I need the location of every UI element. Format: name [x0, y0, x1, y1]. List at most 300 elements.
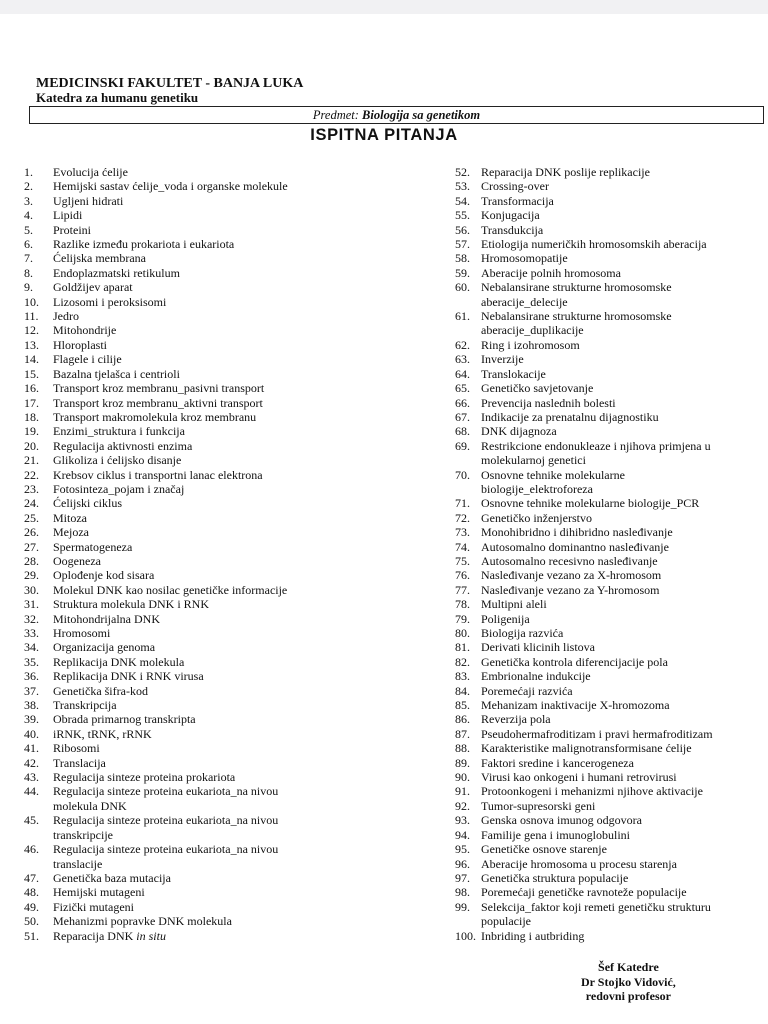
question-number: 94. — [455, 827, 470, 842]
question-text: Genska osnova imunog odgovora — [481, 813, 642, 828]
question-text: Derivati klicinih listova — [481, 640, 595, 655]
question-number: 27. — [24, 539, 39, 554]
question-text: Hemijski sastav ćelije_voda i organske molekule — [53, 179, 288, 194]
question-text: Hloroplasti — [53, 337, 107, 352]
question-text: Tumor-supresorski geni — [481, 798, 596, 813]
question-text: Mehanizam inaktivacije X-hromozoma — [481, 698, 670, 713]
question-number: 10. — [24, 294, 39, 309]
question-text: Poremećaji razvića — [481, 683, 573, 698]
question-number: 37. — [24, 683, 39, 698]
question-item — [24, 871, 434, 885]
question-text: Reparacija DNK poslije replikacije — [481, 165, 650, 179]
question-text: Nasleđivanje vezano za X-hromosom — [481, 568, 662, 583]
question-text: Inbriding i autbriding — [481, 928, 585, 943]
question-item — [24, 352, 434, 366]
question-number: 74. — [455, 539, 470, 554]
question-number: 65. — [455, 381, 470, 396]
question-text: Ribosomi — [53, 741, 100, 756]
question-number: 48. — [24, 885, 39, 900]
question-item — [455, 828, 768, 842]
question-item — [455, 770, 768, 784]
question-text: Genetička kontrola diferencijacije pola — [481, 654, 668, 669]
question-text: Aberacije polnih hromosoma — [481, 265, 621, 280]
question-item — [455, 554, 768, 568]
questions-list-left — [24, 165, 434, 943]
question-item — [24, 770, 434, 784]
question-text: Hromosomi — [53, 626, 111, 640]
question-item — [455, 712, 768, 726]
question-text: Obrada primarnog transkripta — [53, 712, 196, 727]
question-number: 38. — [24, 698, 39, 713]
question-number: 33. — [24, 626, 39, 640]
question-number: 39. — [24, 712, 39, 727]
question-number: 36. — [24, 669, 39, 684]
question-number: 49. — [24, 899, 39, 914]
question-text: Autosomalno dominantno nasleđivanje — [481, 539, 669, 554]
question-item — [455, 165, 768, 179]
question-number: 13. — [24, 337, 39, 352]
question-item — [455, 784, 768, 798]
question-number: 76. — [455, 568, 470, 583]
question-item — [24, 669, 434, 683]
institution-name: MEDICINSKI FAKULTET - BANJA LUKA — [36, 76, 304, 91]
question-number: 11. — [24, 309, 39, 324]
question-item — [455, 338, 768, 352]
question-item — [24, 266, 434, 280]
question-item — [455, 655, 768, 669]
question-item — [24, 338, 434, 352]
question-number: 34. — [24, 640, 39, 655]
question-item — [455, 511, 768, 525]
question-number: 58. — [455, 251, 470, 266]
question-text: Translacija — [53, 755, 106, 770]
question-text: Bazalna tjelašca i centrioli — [53, 366, 180, 381]
question-text: Embrionalne indukcije — [481, 669, 591, 684]
question-text: Poligenija — [481, 611, 530, 626]
question-text: Organizacija genoma — [53, 640, 156, 655]
question-text-italic: in situ — [133, 928, 166, 943]
question-item — [24, 424, 434, 438]
question-item — [455, 309, 768, 338]
question-number: 55. — [455, 208, 470, 223]
question-number: 59. — [455, 265, 470, 280]
question-number: 8. — [24, 265, 33, 280]
subject-box — [29, 106, 764, 124]
question-number: 57. — [455, 237, 470, 252]
question-item — [24, 396, 434, 410]
question-text: Etiologija numeričkih hromosomskih aberacija — [481, 237, 707, 252]
question-number: 75. — [455, 553, 470, 568]
question-item — [24, 784, 434, 813]
question-item — [455, 410, 768, 424]
question-item — [455, 885, 768, 899]
question-text: Regulacija aktivnosti enzima — [53, 438, 193, 453]
question-number: 50. — [24, 914, 39, 929]
question-text: Nasleđivanje vezano za Y-hromosom — [481, 582, 660, 597]
question-text: Nebalansirane strukturne hromosomske aberacije_delecije — [481, 280, 672, 309]
question-text: Biologija razvića — [481, 626, 564, 640]
question-number: 84. — [455, 683, 470, 698]
question-text: Protoonkogeni i mehanizmi njihove aktivacije — [481, 784, 703, 799]
question-text: DNK dijagnoza — [481, 424, 557, 439]
question-text: Enzimi_struktura i funkcija — [53, 424, 185, 439]
signature-block — [581, 960, 676, 1004]
question-text: Reparacija DNK — [53, 928, 134, 943]
question-number: 32. — [24, 611, 39, 626]
question-item — [24, 165, 434, 179]
question-number: 5. — [24, 222, 33, 237]
question-text: Autosomalno recesivno nasleđivanje — [481, 553, 658, 568]
question-number: 28. — [24, 553, 39, 568]
question-item — [455, 568, 768, 582]
question-item — [455, 367, 768, 381]
question-number: 98. — [455, 885, 470, 900]
page-title: ISPITNA PITANJA — [310, 126, 458, 144]
question-number: 2. — [24, 179, 33, 194]
question-item — [455, 237, 768, 251]
question-text: Evolucija ćelije — [53, 165, 128, 179]
question-number: 45. — [24, 813, 39, 828]
question-text: Regulacija sinteze proteina prokariota — [53, 770, 236, 785]
question-number: 20. — [24, 438, 39, 453]
question-text: Karakteristike malignotransformisane ćelije — [481, 741, 692, 756]
question-item — [455, 900, 768, 929]
question-number: 70. — [455, 467, 470, 482]
question-text: Selekcija_faktor koji remeti genetičku strukturu populacije — [481, 899, 711, 929]
question-text: Replikacija DNK i RNK virusa — [53, 669, 204, 684]
question-number: 79. — [455, 611, 470, 626]
question-text: Monohibridno i dihibridno nasleđivanje — [481, 525, 673, 540]
question-item — [455, 612, 768, 626]
question-item — [24, 179, 434, 193]
question-number: 73. — [455, 525, 470, 540]
subject-label: Predmet: — [312, 108, 359, 122]
signature-position: redovni profesor — [585, 989, 671, 1003]
question-text: Aberacije hromosoma u procesu starenja — [481, 856, 677, 871]
question-item — [24, 496, 434, 510]
question-text: Proteini — [53, 222, 91, 237]
question-number: 69. — [455, 438, 470, 453]
question-item — [455, 871, 768, 885]
question-text: Restrikcione endonukleaze i njihova primjena u molekularnoj genetici — [481, 438, 711, 468]
question-item — [24, 295, 434, 309]
question-number: 9. — [24, 280, 33, 295]
question-text: Familije gena i imunoglobulini — [481, 827, 630, 842]
question-number: 90. — [455, 770, 470, 785]
question-item — [455, 381, 768, 395]
question-item — [455, 857, 768, 871]
question-text: Glikoliza i ćelijsko disanje — [53, 453, 182, 468]
question-number: 86. — [455, 712, 470, 727]
question-text: Transformacija — [481, 193, 554, 208]
question-text: Reverzija pola — [481, 712, 551, 727]
question-text: Transdukcija — [481, 222, 544, 237]
question-item — [455, 727, 768, 741]
question-number: 78. — [455, 597, 470, 612]
question-number: 77. — [455, 582, 470, 597]
question-item — [24, 655, 434, 669]
question-text: Jedro — [53, 309, 79, 324]
question-number: 42. — [24, 755, 39, 770]
question-text: Crossing-over — [481, 179, 549, 194]
question-number: 29. — [24, 568, 39, 583]
question-number: 14. — [24, 352, 39, 367]
question-item — [24, 323, 434, 337]
question-item — [455, 597, 768, 611]
question-item — [24, 568, 434, 582]
question-number: 71. — [455, 496, 470, 511]
question-item — [24, 367, 434, 381]
question-number: 96. — [455, 856, 470, 871]
question-text: Genetičko savjetovanje — [481, 381, 594, 396]
question-number: 43. — [24, 770, 39, 785]
question-number: 97. — [455, 870, 470, 885]
question-number: 93. — [455, 813, 470, 828]
question-text: Regulacija sinteze proteina eukariota_na nivou transkripcije — [53, 813, 279, 842]
question-number: 1. — [24, 165, 33, 179]
question-number: 99. — [455, 899, 470, 914]
question-item — [455, 640, 768, 654]
question-text: iRNK, tRNK, rRNK — [53, 726, 152, 741]
question-item — [24, 439, 434, 453]
question-text: Molekul DNK kao nosilac genetičke informacije — [53, 582, 288, 597]
question-item — [24, 223, 434, 237]
question-number: 52. — [455, 165, 470, 179]
question-item — [24, 684, 434, 698]
question-number: 91. — [455, 784, 470, 799]
question-number: 47. — [24, 870, 39, 885]
question-number: 81. — [455, 640, 470, 655]
question-text: Genetička šifra-kod — [53, 683, 148, 698]
question-number: 19. — [24, 424, 39, 439]
question-item — [24, 900, 434, 914]
question-item — [24, 554, 434, 568]
question-item — [455, 929, 768, 943]
question-item — [24, 914, 434, 928]
question-text: Ćelijski ciklus — [53, 496, 122, 511]
question-number: 64. — [455, 366, 470, 381]
question-text: Inverzije — [481, 352, 524, 367]
question-text: Mejoza — [53, 525, 89, 540]
question-text: Hromosomopatije — [481, 251, 568, 266]
question-text: Replikacija DNK molekula — [53, 654, 185, 669]
question-number: 80. — [455, 626, 470, 640]
question-item — [455, 468, 768, 497]
question-number: 3. — [24, 193, 33, 208]
question-item — [455, 266, 768, 280]
question-number: 92. — [455, 798, 470, 813]
question-item — [24, 626, 434, 640]
question-item — [24, 712, 434, 726]
question-item — [24, 453, 434, 467]
question-text: Genetička struktura populacije — [481, 870, 629, 885]
question-item — [455, 251, 768, 265]
question-text: Mitoza — [53, 510, 87, 525]
question-number: 46. — [24, 842, 39, 857]
question-text: Ugljeni hidrati — [53, 193, 124, 208]
question-item — [455, 669, 768, 683]
question-item — [455, 352, 768, 366]
question-text: Struktura molekula DNK i RNK — [53, 597, 209, 612]
question-text: Transport kroz membranu_aktivni transport — [53, 395, 263, 410]
question-number: 30. — [24, 582, 39, 597]
question-item — [24, 468, 434, 482]
question-number: 40. — [24, 726, 39, 741]
question-item — [455, 813, 768, 827]
question-number: 62. — [455, 337, 470, 352]
question-item — [24, 482, 434, 496]
question-number: 82. — [455, 654, 470, 669]
question-item — [24, 511, 434, 525]
question-number: 15. — [24, 366, 39, 381]
question-item — [24, 640, 434, 654]
question-text: Pseudohermafroditizam i pravi hermafroditizam — [481, 726, 713, 741]
question-item — [24, 410, 434, 424]
question-number: 12. — [24, 323, 39, 338]
question-item — [24, 842, 434, 871]
question-item — [455, 842, 768, 856]
question-item — [24, 251, 434, 265]
viewer-top-bar — [0, 0, 768, 14]
question-item — [24, 597, 434, 611]
question-item — [455, 208, 768, 222]
question-item — [455, 179, 768, 193]
question-text: Prevencija naslednih bolesti — [481, 395, 616, 410]
question-text: Genetička baza mutacija — [53, 870, 171, 885]
question-number: 61. — [455, 309, 470, 324]
question-item — [455, 583, 768, 597]
question-number: 44. — [24, 784, 39, 799]
question-item — [24, 727, 434, 741]
question-item — [24, 612, 434, 626]
question-number: 41. — [24, 741, 39, 756]
question-item — [455, 626, 768, 640]
question-item — [455, 439, 768, 468]
question-item — [24, 525, 434, 539]
question-item — [455, 756, 768, 770]
document-header — [36, 76, 303, 105]
question-number: 6. — [24, 237, 33, 252]
question-number: 7. — [24, 251, 33, 266]
question-number: 83. — [455, 669, 470, 684]
question-item — [24, 813, 434, 842]
question-number: 54. — [455, 193, 470, 208]
question-text: Ćelijska membrana — [53, 251, 146, 266]
question-text: Transkripcija — [53, 698, 117, 713]
question-text: Lizosomi i peroksisomi — [53, 294, 167, 309]
question-text: Goldžijev aparat — [53, 280, 133, 295]
question-number: 25. — [24, 510, 39, 525]
question-text: Spermatogeneza — [53, 539, 133, 554]
department-name: Katedra za humanu genetiku — [36, 90, 199, 105]
question-text: Translokacije — [481, 366, 546, 381]
question-item — [455, 396, 768, 410]
question-item — [455, 424, 768, 438]
question-item — [24, 381, 434, 395]
question-text: Transport kroz membranu_pasivni transport — [53, 381, 265, 396]
question-item — [455, 496, 768, 510]
question-item — [24, 280, 434, 294]
question-number: 31. — [24, 597, 39, 612]
question-number: 68. — [455, 424, 470, 439]
question-number: 21. — [24, 453, 39, 468]
question-text: Regulacija sinteze proteina eukariota_na nivou molekula DNK — [53, 784, 279, 813]
question-item — [455, 684, 768, 698]
question-number: 66. — [455, 395, 470, 410]
question-number: 16. — [24, 381, 39, 396]
signature-title: Šef Katedre — [598, 960, 659, 974]
question-number: 67. — [455, 409, 470, 424]
question-item — [24, 929, 434, 943]
question-text: Hemijski mutageni — [53, 885, 145, 900]
question-text: Virusi kao onkogeni i humani retrovirusi — [481, 770, 677, 785]
questions-list-right — [455, 165, 768, 943]
question-number: 60. — [455, 280, 470, 295]
question-item — [455, 698, 768, 712]
question-number: 23. — [24, 481, 39, 496]
question-text: Transport makromolekula kroz membranu — [53, 409, 257, 424]
question-number: 85. — [455, 698, 470, 713]
question-number: 17. — [24, 395, 39, 410]
question-item — [24, 540, 434, 554]
question-number: 100. — [455, 928, 476, 943]
question-text: Endoplazmatski retikulum — [53, 265, 180, 280]
question-number: 51. — [24, 928, 39, 943]
question-item — [455, 525, 768, 539]
question-number: 26. — [24, 525, 39, 540]
question-text: Krebsov ciklus i transportni lanac elektrona — [53, 467, 263, 482]
question-number: 53. — [455, 179, 470, 194]
question-text: Faktori sredine i kancerogeneza — [481, 755, 634, 770]
question-text: Oogeneza — [53, 553, 101, 568]
question-text: Indikacije za prenatalnu dijagnostiku — [481, 409, 659, 424]
question-item — [455, 741, 768, 755]
question-text: Regulacija sinteze proteina eukariota_na nivou translacije — [53, 842, 279, 871]
question-item — [455, 799, 768, 813]
question-number: 88. — [455, 741, 470, 756]
question-number: 72. — [455, 510, 470, 525]
question-number: 22. — [24, 467, 39, 482]
question-text: Poremećaji genetičke ravnoteže populacije — [481, 885, 687, 900]
question-item — [24, 885, 434, 899]
question-item — [24, 741, 434, 755]
question-number: 56. — [455, 222, 470, 237]
question-text: Fizički mutageni — [53, 899, 134, 914]
question-item — [455, 540, 768, 554]
question-item — [455, 194, 768, 208]
question-text: Multipni aleli — [481, 597, 547, 612]
question-item — [24, 583, 434, 597]
question-text: Nebalansirane strukturne hromosomske aberacije_duplikacije — [481, 309, 672, 338]
question-number: 87. — [455, 726, 470, 741]
question-text: Fotosinteza_pojam i značaj — [53, 481, 185, 496]
question-number: 95. — [455, 842, 470, 857]
question-text: Ring i izohromosom — [481, 337, 580, 352]
question-number: 89. — [455, 755, 470, 770]
question-item — [24, 756, 434, 770]
question-text: Lipidi — [53, 208, 83, 223]
question-item — [24, 309, 434, 323]
question-text: Konjugacija — [481, 208, 540, 223]
question-text: Genetičke osnove starenje — [481, 842, 607, 857]
question-item — [455, 280, 768, 309]
question-text: Genetičko inženjerstvo — [481, 510, 592, 525]
question-text: Oplođenje kod sisara — [53, 568, 155, 583]
question-number: 63. — [455, 352, 470, 367]
question-number: 18. — [24, 409, 39, 424]
question-text: Flagele i cilije — [53, 352, 122, 367]
signature-name: Dr Stojko Vidović, — [581, 974, 676, 989]
